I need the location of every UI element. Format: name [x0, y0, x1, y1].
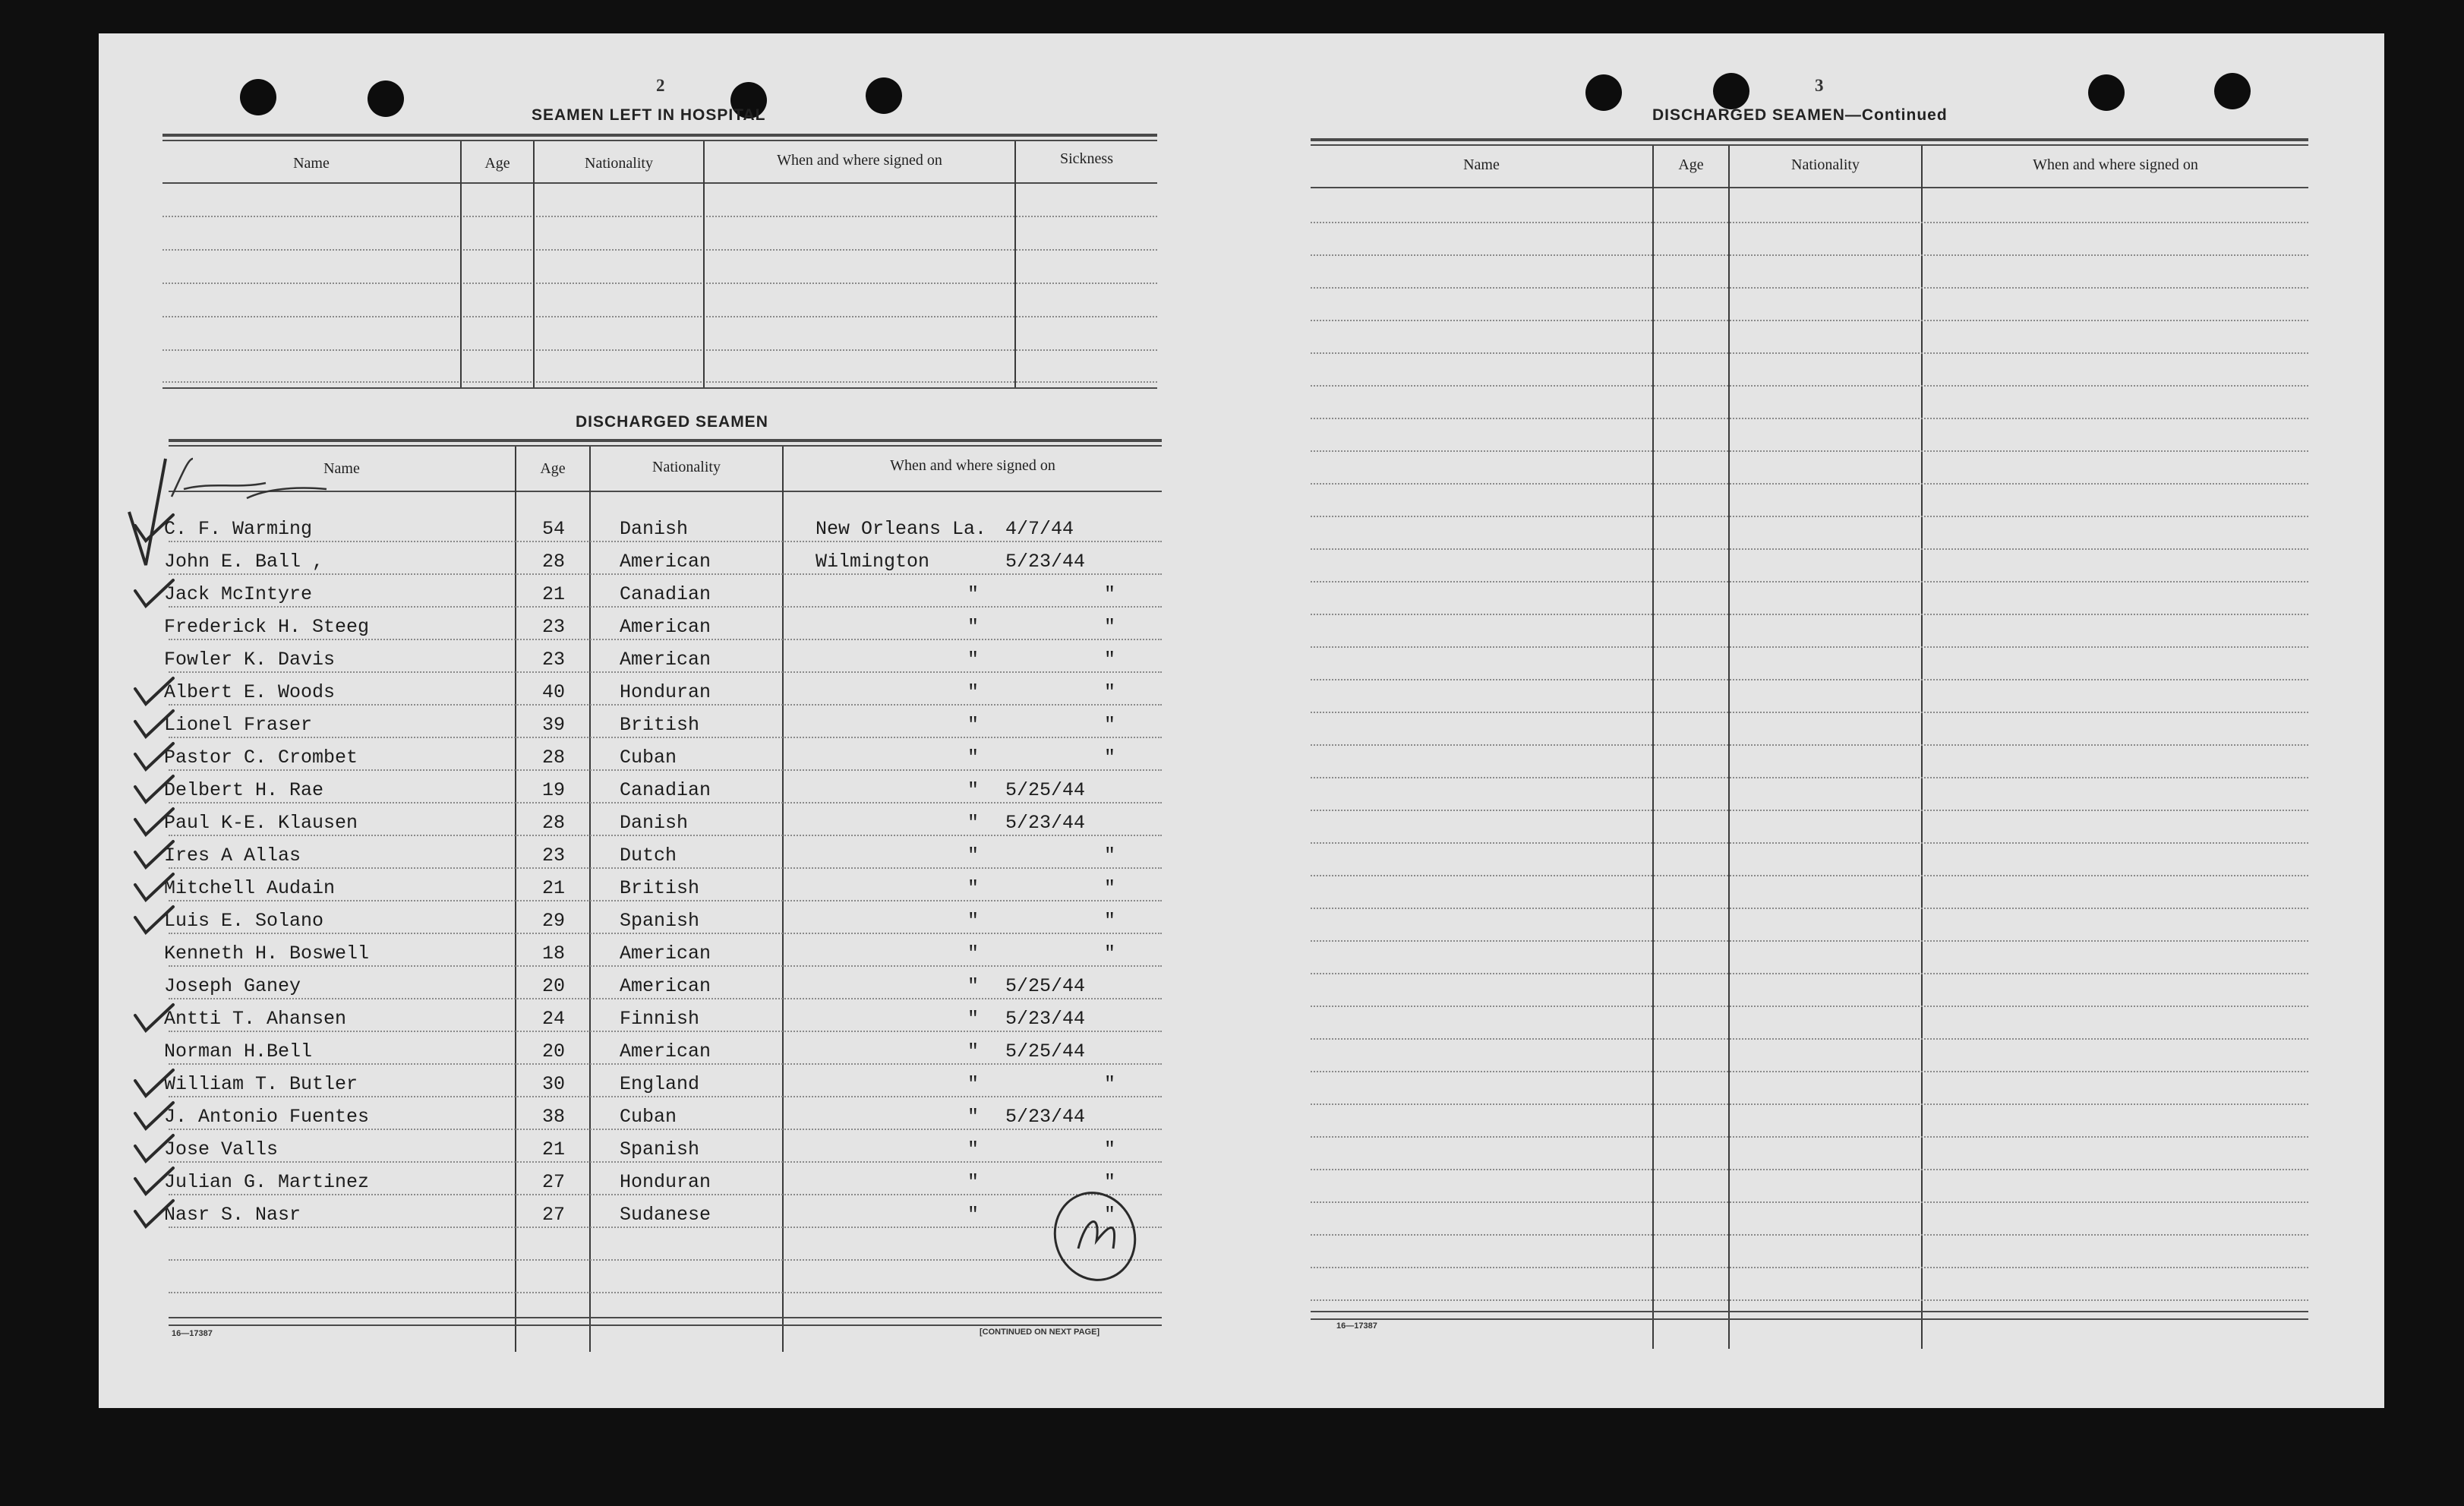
signed-on-place: " — [967, 812, 980, 834]
signed-on-place: " — [967, 1204, 980, 1226]
row-rule — [1311, 973, 2308, 974]
seaman-name: Joseph Ganey — [164, 975, 301, 997]
seaman-nationality: Honduran — [620, 1171, 711, 1193]
row-rule — [169, 1063, 1162, 1065]
row-rule — [169, 802, 1162, 804]
seaman-nationality: Danish — [620, 518, 689, 540]
seaman-name: Norman H.Bell — [164, 1040, 313, 1062]
seaman-name: Fowler K. Davis — [164, 649, 336, 671]
seaman-nationality: American — [620, 975, 711, 997]
seaman-name: Ires A Allas — [164, 845, 301, 867]
seaman-age: 40 — [542, 681, 566, 703]
row-rule — [1311, 1234, 2308, 1236]
seaman-name: Nasr S. Nasr — [164, 1204, 301, 1226]
signed-on-date: " — [1104, 877, 1116, 899]
seaman-nationality: Canadian — [620, 583, 711, 605]
signed-on-date: " — [1104, 616, 1116, 638]
circled-initials-mark — [1043, 1182, 1147, 1292]
seaman-nationality: Cuban — [620, 747, 677, 769]
signed-on-place: " — [967, 747, 980, 769]
row-rule — [169, 1292, 1162, 1293]
discharged-col-signed-on: When and where signed on — [890, 457, 1055, 474]
seaman-age: 23 — [542, 616, 566, 638]
seaman-name: J. Antonio Fuentes — [164, 1106, 370, 1128]
row-rule — [1311, 254, 2308, 256]
punch-hole — [866, 77, 902, 114]
seaman-age: 23 — [542, 845, 566, 867]
punch-hole — [2214, 73, 2251, 109]
row-rule — [1311, 875, 2308, 876]
seaman-nationality: British — [620, 714, 700, 736]
row-rule — [1311, 516, 2308, 517]
row-rule — [1311, 712, 2308, 713]
row-rule — [169, 867, 1162, 869]
signed-on-place: " — [967, 583, 980, 605]
signed-on-place: " — [967, 681, 980, 703]
signed-on-date: 5/23/44 — [1005, 1106, 1086, 1128]
seaman-name: Antti T. Ahansen — [164, 1008, 347, 1030]
seaman-name: William T. Butler — [164, 1073, 358, 1095]
seaman-name: Albert E. Woods — [164, 681, 336, 703]
signed-on-date: " — [1104, 1171, 1116, 1193]
signed-on-date: 5/25/44 — [1005, 975, 1086, 997]
row-rule — [169, 998, 1162, 999]
hospital-table-top-rule — [162, 134, 1157, 137]
discharged-col-nationality: Nationality — [652, 459, 721, 475]
check-mark — [129, 459, 166, 565]
seaman-nationality: Sudanese — [620, 1204, 711, 1226]
page-number-right: 3 — [1815, 76, 1824, 95]
signed-on-date: " — [1104, 714, 1116, 736]
seaman-age: 20 — [542, 1040, 566, 1062]
signed-on-place: " — [967, 975, 980, 997]
seaman-age: 27 — [542, 1204, 566, 1226]
seaman-name: Julian G. Martinez — [164, 1171, 370, 1193]
row-rule — [1311, 1006, 2308, 1007]
right-col-age: Age — [1678, 156, 1704, 173]
signed-on-place: " — [967, 1040, 980, 1062]
hospital-col-name: Name — [293, 155, 330, 172]
row-rule — [1311, 810, 2308, 811]
seaman-nationality: Canadian — [620, 779, 711, 801]
seaman-age: 28 — [542, 551, 566, 573]
form-number-left: 16—17387 — [172, 1329, 213, 1338]
seaman-nationality: Honduran — [620, 681, 711, 703]
row-rule — [169, 1031, 1162, 1032]
seaman-name: C. F. Warming — [164, 518, 313, 540]
hospital-col-signed-on: When and where signed on — [777, 152, 942, 169]
page-number-left: 2 — [656, 76, 665, 95]
right-title-main: DISCHARGED SEAMEN — [1652, 106, 1845, 124]
signed-on-place: " — [967, 1008, 980, 1030]
seaman-nationality: British — [620, 877, 700, 899]
hospital-col-sickness: Sickness — [1060, 150, 1113, 167]
seaman-name: Luis E. Solano — [164, 910, 324, 932]
seaman-nationality: England — [620, 1073, 700, 1095]
seaman-nationality: American — [620, 551, 711, 573]
seaman-name: Jose Valls — [164, 1138, 279, 1160]
seaman-nationality: American — [620, 942, 711, 965]
signed-on-place: " — [967, 877, 980, 899]
signed-on-place: Wilmington — [816, 551, 930, 573]
seaman-age: 29 — [542, 910, 566, 932]
signed-on-date: " — [1104, 649, 1116, 671]
row-rule — [169, 541, 1162, 542]
seaman-age: 20 — [542, 975, 566, 997]
form-number-right: 16—17387 — [1336, 1321, 1377, 1331]
seaman-nationality: Dutch — [620, 845, 677, 867]
signed-on-place: " — [967, 1138, 980, 1160]
row-rule — [1311, 908, 2308, 909]
row-rule — [1311, 1201, 2308, 1203]
seaman-age: 39 — [542, 714, 566, 736]
seaman-name: Delbert H. Rae — [164, 779, 324, 801]
row-rule — [1311, 646, 2308, 648]
row-rule — [1311, 842, 2308, 844]
hospital-section-title: SEAMEN LEFT IN HOSPITAL — [532, 106, 766, 124]
row-rule — [169, 573, 1162, 575]
row-rule — [169, 606, 1162, 608]
row-rule — [1311, 1038, 2308, 1040]
seaman-name: Paul K-E. Klausen — [164, 812, 358, 834]
right-section-title — [1652, 106, 1948, 125]
seaman-nationality: American — [620, 1040, 711, 1062]
seaman-age: 21 — [542, 1138, 566, 1160]
seaman-age: 28 — [542, 812, 566, 834]
row-rule — [169, 639, 1162, 640]
row-rule — [1311, 744, 2308, 746]
seaman-age: 24 — [542, 1008, 566, 1030]
seaman-age: 21 — [542, 583, 566, 605]
hospital-table-header-rule — [162, 140, 1157, 141]
seaman-age: 38 — [542, 1106, 566, 1128]
signed-on-date: " — [1104, 747, 1116, 769]
signed-on-place: " — [967, 714, 980, 736]
punch-hole — [1585, 74, 1622, 111]
discharged-table-top-rule — [169, 439, 1162, 442]
seaman-age: 27 — [542, 1171, 566, 1193]
seaman-age: 23 — [542, 649, 566, 671]
row-rule — [1311, 320, 2308, 321]
signed-on-date: 4/7/44 — [1005, 518, 1074, 540]
row-rule — [1311, 1267, 2308, 1268]
row-rule — [169, 1194, 1162, 1195]
row-rule — [169, 1259, 1162, 1261]
row-rule — [169, 933, 1162, 934]
continued-note: [CONTINUED ON NEXT PAGE] — [980, 1328, 1100, 1337]
document-sheet — [99, 33, 2384, 1408]
punch-hole — [368, 81, 404, 117]
seaman-name: Lionel Fraser — [164, 714, 313, 736]
row-rule — [169, 835, 1162, 836]
signed-on-date: 5/23/44 — [1005, 812, 1086, 834]
seaman-age: 18 — [542, 942, 566, 965]
row-rule — [169, 671, 1162, 673]
signed-on-date: 5/23/44 — [1005, 1008, 1086, 1030]
signed-on-date: 5/23/44 — [1005, 551, 1086, 573]
signed-on-place: New Orleans La. — [816, 518, 987, 540]
hospital-col-age: Age — [484, 155, 510, 172]
hospital-col-nationality: Nationality — [585, 155, 653, 172]
hospital-header-bottom-rule — [162, 182, 1157, 184]
signed-on-date: " — [1104, 942, 1116, 965]
row-rule — [1311, 1169, 2308, 1170]
signed-on-place: " — [967, 779, 980, 801]
seaman-age: 19 — [542, 779, 566, 801]
signed-on-place: " — [967, 845, 980, 867]
row-rule — [1311, 450, 2308, 452]
signed-on-date: " — [1104, 1204, 1116, 1226]
signed-on-date: 5/25/44 — [1005, 1040, 1086, 1062]
signed-on-place: " — [967, 1171, 980, 1193]
seaman-age: 28 — [542, 747, 566, 769]
row-rule — [1311, 1136, 2308, 1138]
row-rule — [1311, 385, 2308, 387]
seaman-nationality: Spanish — [620, 1138, 700, 1160]
signed-on-place: " — [967, 649, 980, 671]
right-title-suffix: —Continued — [1844, 106, 1948, 124]
seaman-nationality: American — [620, 616, 711, 638]
row-rule — [1311, 548, 2308, 550]
signed-on-place: " — [967, 910, 980, 932]
signed-on-place: " — [967, 1073, 980, 1095]
row-rule — [1311, 287, 2308, 289]
row-rule — [1311, 483, 2308, 485]
row-rule — [169, 965, 1162, 967]
row-rule — [169, 1129, 1162, 1130]
row-rule — [1311, 581, 2308, 583]
seaman-name: Kenneth H. Boswell — [164, 942, 370, 965]
seaman-nationality: Danish — [620, 812, 689, 834]
seaman-age: 30 — [542, 1073, 566, 1095]
row-rule — [1311, 679, 2308, 680]
punch-hole — [240, 79, 276, 115]
seaman-nationality: American — [620, 649, 711, 671]
row-rule — [1311, 1299, 2308, 1301]
seaman-name: John E. Ball , — [164, 551, 324, 573]
discharged-section-title: DISCHARGED SEAMEN — [576, 413, 768, 431]
right-col-signed-on: When and where signed on — [2033, 156, 2198, 173]
signed-on-date: " — [1104, 845, 1116, 867]
row-rule — [1311, 777, 2308, 778]
row-rule — [1311, 352, 2308, 354]
row-rule — [169, 769, 1162, 771]
seaman-name: Mitchell Audain — [164, 877, 336, 899]
row-rule — [1311, 940, 2308, 942]
row-rule — [1311, 418, 2308, 419]
row-rule — [1311, 222, 2308, 223]
row-rule — [169, 1096, 1162, 1097]
seaman-name: Pastor C. Crombet — [164, 747, 358, 769]
seaman-nationality: Spanish — [620, 910, 700, 932]
row-rule — [1311, 1103, 2308, 1105]
seaman-age: 21 — [542, 877, 566, 899]
signed-on-date: 5/25/44 — [1005, 779, 1086, 801]
right-col-nationality: Nationality — [1791, 156, 1860, 173]
signed-on-date: " — [1104, 583, 1116, 605]
punch-hole — [1713, 73, 1749, 109]
row-rule — [169, 737, 1162, 738]
signed-on-place: " — [967, 1106, 980, 1128]
row-rule — [1311, 614, 2308, 615]
row-rule — [1311, 1071, 2308, 1072]
seaman-name: Frederick H. Steeg — [164, 616, 370, 638]
row-rule — [169, 900, 1162, 901]
punch-hole — [2088, 74, 2125, 111]
seaman-name: Jack McIntyre — [164, 583, 313, 605]
signed-on-date: " — [1104, 681, 1116, 703]
signed-on-date: " — [1104, 910, 1116, 932]
right-col-name: Name — [1463, 156, 1500, 173]
discharged-col-age: Age — [540, 460, 566, 477]
row-rule — [169, 704, 1162, 706]
signed-on-date: " — [1104, 1138, 1116, 1160]
discharged-col-name: Name — [323, 460, 360, 477]
row-rule — [169, 1161, 1162, 1163]
signed-on-date: " — [1104, 1073, 1116, 1095]
signed-on-place: " — [967, 942, 980, 965]
seaman-nationality: Cuban — [620, 1106, 677, 1128]
signed-on-place: " — [967, 616, 980, 638]
seaman-nationality: Finnish — [620, 1008, 700, 1030]
row-rule — [169, 1227, 1162, 1228]
seaman-age: 54 — [542, 518, 566, 540]
